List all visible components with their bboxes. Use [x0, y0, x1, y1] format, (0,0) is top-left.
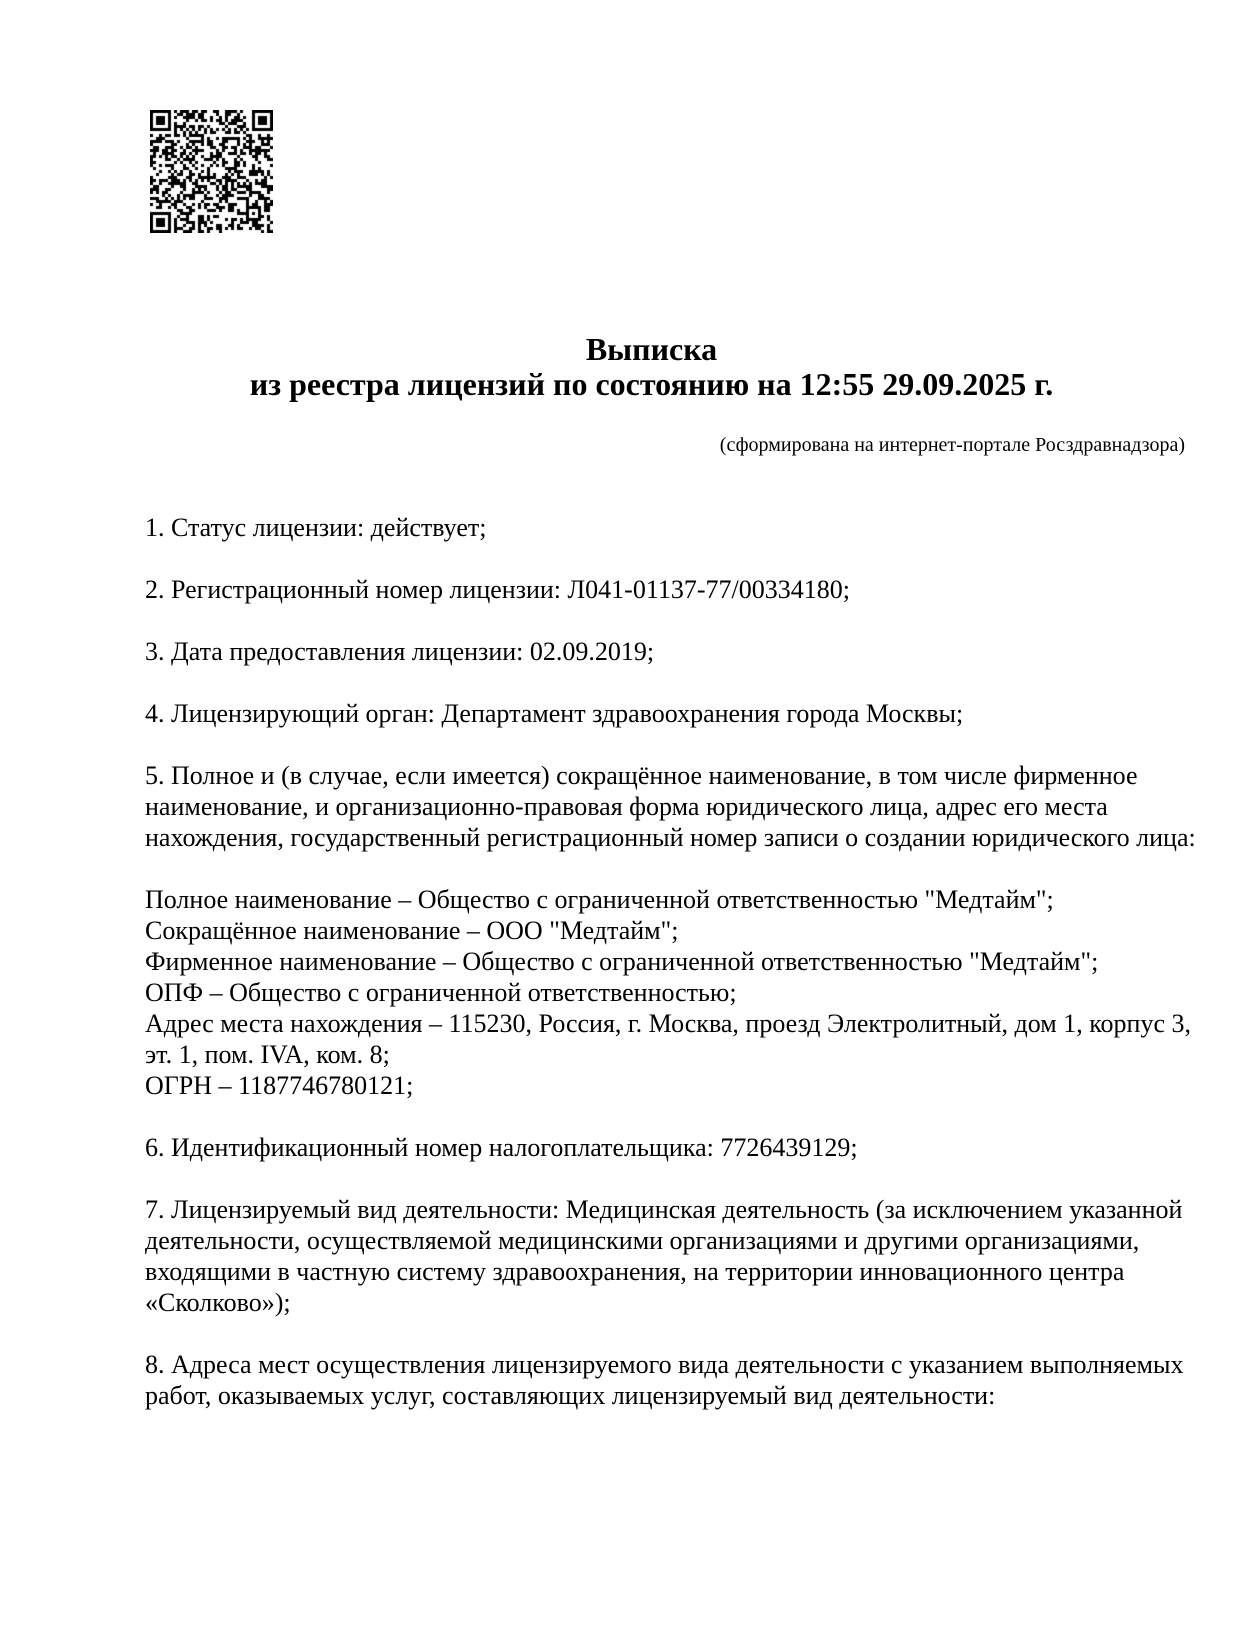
document-body	[145, 512, 1196, 1411]
paragraph	[145, 884, 1196, 1101]
document-title	[145, 332, 1158, 402]
paragraph-line: деятельности, осуществляемой медицинскими организациями и другими организациями,	[145, 1226, 1140, 1255]
paragraph	[145, 636, 1196, 667]
paragraph-line: работ, оказываемых услуг, составляющих лицензируемый вид деятельности:	[145, 1381, 996, 1410]
paragraph-line: 4. Лицензирующий орган: Департамент здравоохранения города Москвы;	[145, 699, 964, 728]
paragraph-line: эт. 1, пом. IVA, ком. 8;	[145, 1040, 390, 1069]
paragraph-line: наименование, и организационно-правовая форма юридического лица, адрес его места	[145, 792, 1108, 821]
paragraph-line: 6. Идентификационный номер налогоплательщика: 7726439129;	[145, 1133, 858, 1162]
paragraph-line: Адрес места нахождения – 115230, Россия, г. Москва, проезд Электролитный, дом 1, корпус 3,	[145, 1009, 1191, 1038]
document-title-line1: Выписка	[585, 331, 718, 367]
paragraph-line: 3. Дата предоставления лицензии: 02.09.2019;	[145, 637, 655, 666]
paragraph-line: Фирменное наименование – Общество с ограниченной ответственностью "Медтайм";	[145, 947, 1099, 976]
paragraph	[145, 512, 1196, 543]
paragraph	[145, 1349, 1196, 1411]
qr-code	[150, 110, 273, 233]
paragraph-line: 5. Полное и (в случае, если имеется) сокращённое наименование, в том числе фирменное	[145, 761, 1138, 790]
paragraph-line: ОПФ – Общество с ограниченной ответственностью;	[145, 978, 737, 1007]
paragraph-line: Полное наименование – Общество с ограниченной ответственностью "Медтайм";	[145, 885, 1054, 914]
paragraph-line: 2. Регистрационный номер лицензии: Л041-01137-77/00334180;	[145, 575, 850, 604]
document-subtitle: (сформирована на интернет-портале Росздравнадзора)	[719, 434, 1185, 456]
paragraph-line: 1. Статус лицензии: действует;	[145, 513, 487, 542]
paragraph	[145, 760, 1196, 853]
paragraph-line: Сокращённое наименование – ООО "Медтайм";	[145, 916, 679, 945]
document-title-line2: из реестра лицензий по состоянию на 12:55 29.09.2025 г.	[249, 366, 1054, 402]
paragraph-line: входящими в частную систему здравоохранения, на территории инновационного центра	[145, 1257, 1125, 1286]
paragraph-line: «Сколково»);	[145, 1288, 291, 1317]
paragraph	[145, 1194, 1196, 1318]
paragraph-line: нахождения, государственный регистрационный номер записи о создании юридического лица:	[145, 823, 1196, 852]
paragraph-line: ОГРН – 1187746780121;	[145, 1071, 414, 1100]
paragraph	[145, 574, 1196, 605]
paragraph	[145, 1132, 1196, 1163]
paragraph-line: 7. Лицензируемый вид деятельности: Медицинская деятельность (за исключением указанной	[145, 1195, 1183, 1224]
paragraph	[145, 698, 1196, 729]
paragraph-line: 8. Адреса мест осуществления лицензируемого вида деятельности с указанием выполняемых	[145, 1350, 1184, 1379]
